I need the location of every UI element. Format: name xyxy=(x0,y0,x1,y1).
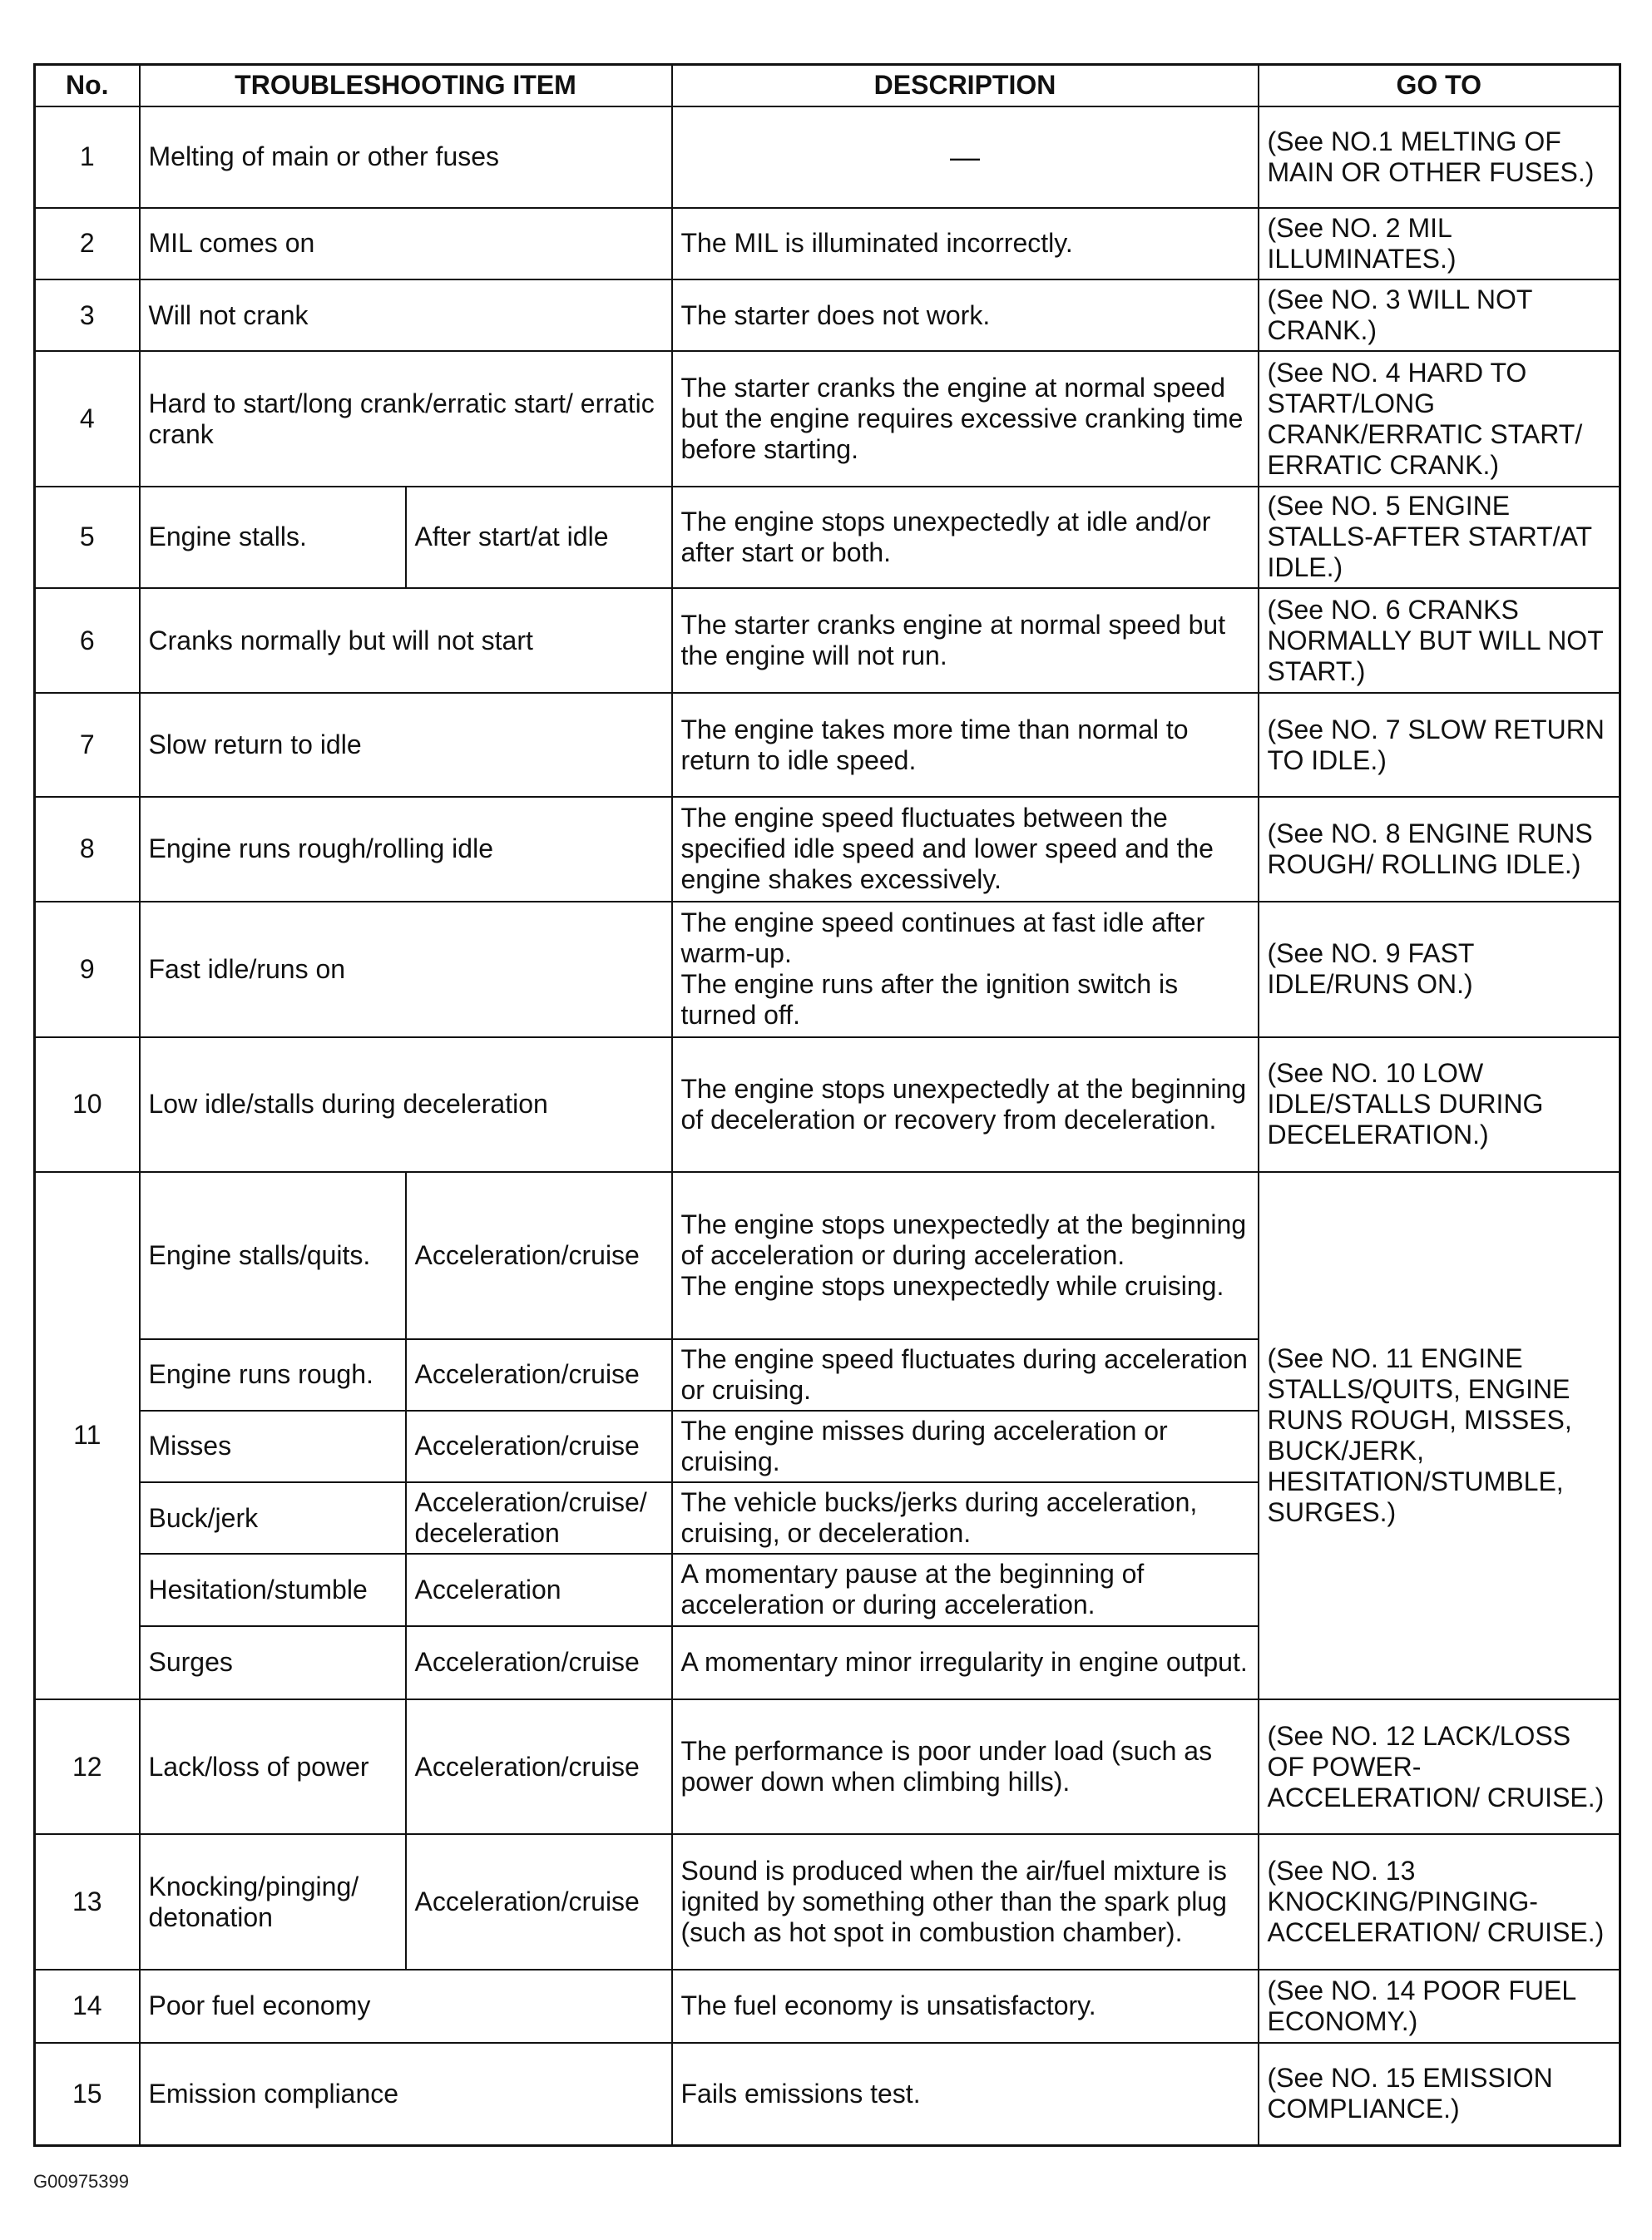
go-to-reference: (See NO. 2 MIL ILLUMINATES.) xyxy=(1259,208,1620,279)
description: The performance is poor under load (such as power down when climbing hills). xyxy=(672,1699,1259,1834)
table-row xyxy=(35,2043,1620,2146)
description: The engine speed fluctuates during acceleration or cruising. xyxy=(672,1339,1259,1411)
description: The vehicle bucks/jerks during acceleration, cruising, or deceleration. xyxy=(672,1482,1259,1554)
troubleshooting-item: Hard to start/long crank/erratic start/ erratic crank xyxy=(140,351,672,486)
troubleshooting-table xyxy=(33,63,1621,2147)
troubleshooting-item: Engine runs rough/rolling idle xyxy=(140,797,672,902)
row-number: 10 xyxy=(35,1037,140,1172)
table-row xyxy=(35,487,1620,588)
go-to-reference: (See NO. 8 ENGINE RUNS ROUGH/ ROLLING IDLE.) xyxy=(1259,797,1620,902)
go-to-reference: (See NO. 4 HARD TO START/LONG CRANK/ERRATIC START/ ERRATIC CRANK.) xyxy=(1259,351,1620,486)
troubleshooting-item: Poor fuel economy xyxy=(140,1970,672,2043)
row-number: 15 xyxy=(35,2043,140,2146)
go-to-reference: (See NO.1 MELTING OF MAIN OR OTHER FUSES.) xyxy=(1259,106,1620,208)
description: A momentary minor irregularity in engine output. xyxy=(672,1626,1259,1699)
troubleshooting-item: Low idle/stalls during deceleration xyxy=(140,1037,672,1172)
go-to-reference: (See NO. 10 LOW IDLE/STALLS DURING DECELERATION.) xyxy=(1259,1037,1620,1172)
row-number: 7 xyxy=(35,693,140,796)
description: The engine stops unexpectedly at idle and/or after start or both. xyxy=(672,487,1259,588)
troubleshooting-item: Misses xyxy=(140,1411,406,1482)
description: The engine stops unexpectedly at the beginning of acceleration or during acceleration. The engine stops unexpectedly while cruising. xyxy=(672,1172,1259,1339)
table-row xyxy=(35,693,1620,796)
condition: Acceleration/cruise xyxy=(406,1834,672,1969)
troubleshooting-item: Melting of main or other fuses xyxy=(140,106,672,208)
go-to-reference: (See NO. 14 POOR FUEL ECONOMY.) xyxy=(1259,1970,1620,2043)
description: The starter cranks the engine at normal speed but the engine requires excessive cranking time before starting. xyxy=(672,351,1259,486)
row-number: 9 xyxy=(35,902,140,1036)
header-go-to: GO TO xyxy=(1259,65,1620,106)
troubleshooting-item: Slow return to idle xyxy=(140,693,672,796)
table-row xyxy=(35,279,1620,351)
condition: Acceleration/cruise/ deceleration xyxy=(406,1482,672,1554)
condition: Acceleration/cruise xyxy=(406,1339,672,1411)
condition: After start/at idle xyxy=(406,487,672,588)
description: A momentary pause at the beginning of acceleration or during acceleration. xyxy=(672,1554,1259,1625)
row-number: 6 xyxy=(35,588,140,693)
table-row xyxy=(35,1834,1620,1969)
condition: Acceleration/cruise xyxy=(406,1411,672,1482)
troubleshooting-item: Engine stalls. xyxy=(140,487,406,588)
troubleshooting-item: Will not crank xyxy=(140,279,672,351)
go-to-reference: (See NO. 11 ENGINE STALLS/QUITS, ENGINE RUNS ROUGH, MISSES, BUCK/JERK, HESITATION/STUMBLE, SURGES.) xyxy=(1259,1172,1620,1699)
go-to-reference: (See NO. 5 ENGINE STALLS-AFTER START/AT IDLE.) xyxy=(1259,487,1620,588)
description: The starter does not work. xyxy=(672,279,1259,351)
description: Sound is produced when the air/fuel mixture is ignited by something other than the spark plug (such as hot spot in combustion chamber). xyxy=(672,1834,1259,1969)
table-row xyxy=(35,351,1620,486)
go-to-reference: (See NO. 12 LACK/LOSS OF POWER- ACCELERATION/ CRUISE.) xyxy=(1259,1699,1620,1834)
description: The MIL is illuminated incorrectly. xyxy=(672,208,1259,279)
condition: Acceleration/cruise xyxy=(406,1699,672,1834)
go-to-reference: (See NO. 13 KNOCKING/PINGING- ACCELERATION/ CRUISE.) xyxy=(1259,1834,1620,1969)
table-row xyxy=(35,1037,1620,1172)
go-to-reference: (See NO. 7 SLOW RETURN TO IDLE.) xyxy=(1259,693,1620,796)
row-number: 11 xyxy=(35,1172,140,1699)
description: Fails emissions test. xyxy=(672,2043,1259,2146)
row-number: 5 xyxy=(35,487,140,588)
troubleshooting-item: Engine runs rough. xyxy=(140,1339,406,1411)
description: The engine speed continues at fast idle after warm-up. The engine runs after the ignition switch is turned off. xyxy=(672,902,1259,1036)
table-row xyxy=(35,1172,1620,1339)
description: The engine speed fluctuates between the specified idle speed and lower speed and the engine shakes excessively. xyxy=(672,797,1259,902)
troubleshooting-item: Engine stalls/quits. xyxy=(140,1172,406,1339)
condition: Acceleration/cruise xyxy=(406,1626,672,1699)
description: The starter cranks engine at normal speed but the engine will not run. xyxy=(672,588,1259,693)
header-description: DESCRIPTION xyxy=(672,65,1259,106)
figure-id-caption: G00975399 xyxy=(33,2171,129,2192)
header-no: No. xyxy=(35,65,140,106)
table-row xyxy=(35,797,1620,902)
table-row xyxy=(35,1970,1620,2043)
description: The engine misses during acceleration or cruising. xyxy=(672,1411,1259,1482)
troubleshooting-item: Surges xyxy=(140,1626,406,1699)
table-row xyxy=(35,1699,1620,1834)
row-number: 13 xyxy=(35,1834,140,1969)
row-number: 8 xyxy=(35,797,140,902)
condition: Acceleration/cruise xyxy=(406,1172,672,1339)
table-row xyxy=(35,588,1620,693)
description: — xyxy=(672,106,1259,208)
row-number: 4 xyxy=(35,351,140,486)
row-number: 12 xyxy=(35,1699,140,1834)
troubleshooting-item: Knocking/pinging/ detonation xyxy=(140,1834,406,1969)
row-number: 1 xyxy=(35,106,140,208)
troubleshooting-item: Lack/loss of power xyxy=(140,1699,406,1834)
table-row xyxy=(35,902,1620,1036)
description: The engine stops unexpectedly at the beginning of deceleration or recovery from deceleration. xyxy=(672,1037,1259,1172)
table-row xyxy=(35,106,1620,208)
troubleshooting-item: Emission compliance xyxy=(140,2043,672,2146)
troubleshooting-item: Hesitation/stumble xyxy=(140,1554,406,1625)
table-row xyxy=(35,208,1620,279)
row-number: 14 xyxy=(35,1970,140,2043)
troubleshooting-item: Buck/jerk xyxy=(140,1482,406,1554)
go-to-reference: (See NO. 6 CRANKS NORMALLY BUT WILL NOT START.) xyxy=(1259,588,1620,693)
header-troubleshooting-item: TROUBLESHOOTING ITEM xyxy=(140,65,672,106)
troubleshooting-item: Cranks normally but will not start xyxy=(140,588,672,693)
row-number: 2 xyxy=(35,208,140,279)
description: The fuel economy is unsatisfactory. xyxy=(672,1970,1259,2043)
description: The engine takes more time than normal to return to idle speed. xyxy=(672,693,1259,796)
go-to-reference: (See NO. 15 EMISSION COMPLIANCE.) xyxy=(1259,2043,1620,2146)
troubleshooting-item: MIL comes on xyxy=(140,208,672,279)
go-to-reference: (See NO. 3 WILL NOT CRANK.) xyxy=(1259,279,1620,351)
condition: Acceleration xyxy=(406,1554,672,1625)
troubleshooting-item: Fast idle/runs on xyxy=(140,902,672,1036)
header-row xyxy=(35,65,1620,106)
go-to-reference: (See NO. 9 FAST IDLE/RUNS ON.) xyxy=(1259,902,1620,1036)
row-number: 3 xyxy=(35,279,140,351)
